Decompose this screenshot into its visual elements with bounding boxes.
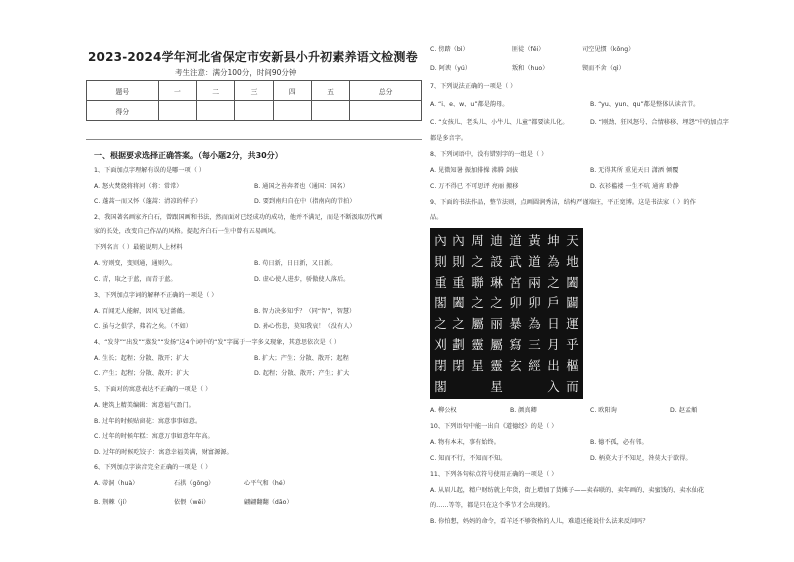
score-input-cell[interactable] xyxy=(273,101,311,121)
score-input-cell[interactable] xyxy=(311,101,349,121)
option: 的……等等，都是只在这个季节才会出现的。 xyxy=(430,502,554,509)
score-input-cell[interactable] xyxy=(235,101,273,121)
option: A. 见微知暑 振加排操 沸腾 剑拔 xyxy=(430,167,519,174)
option: A. 建筑上精美编辑：寓意福气盈门。 xyxy=(94,402,195,409)
score-cell: 总分 xyxy=(350,81,422,101)
section-divider xyxy=(86,139,422,140)
option: 石拱（gōng） xyxy=(174,480,215,487)
option: A. 穷则变，变则通，通则久。 xyxy=(94,260,177,267)
option: 叛和（huo） xyxy=(512,65,549,72)
option: 依偎（wēi） xyxy=(174,499,210,506)
calligraphy-column: 周之聯之屬靈星 xyxy=(471,233,484,373)
option: C. 欧阳询 xyxy=(590,407,617,414)
calligraphy-column: 內則重闔之劃閉 xyxy=(452,233,465,373)
score-input-cell[interactable] xyxy=(197,101,235,121)
option: B. 智力决多知乎？（同“智”，智慧） xyxy=(254,308,356,315)
option: D. 柄莫大于不知足，咎莫大于欲得。 xyxy=(590,455,692,462)
option: B. 颜真卿 xyxy=(510,407,537,414)
option: A. 蒂洞（huà） xyxy=(94,480,139,487)
section-heading: 一、根据要求选择正确答案。（每小题2分，共30分） xyxy=(94,151,283,160)
question: 4、“发芽”“出发”“蒸发”“发扬”这4个词中的“发”字属于一字多义现象，其意思依次是（ ） xyxy=(94,339,341,346)
option: C. 产生；起程；分散、散开；扩大 xyxy=(94,370,189,377)
score-table-header-row xyxy=(87,81,422,101)
calligraphy-column: 道武宮卯暴寫玄 xyxy=(509,233,522,373)
option: C. 虽与之俱学，弗若之矣。（不如） xyxy=(94,323,192,330)
question: 5、下面对的寓意表达不正确的一项是（ ） xyxy=(94,386,212,393)
option: 翩翩翻翻（dāo） xyxy=(244,499,293,506)
option: B. 苟日新，日日新，又日新。 xyxy=(254,260,337,267)
exam-note: 考生注意：满分100分，时间90分钟 xyxy=(175,68,297,77)
option: 都是多音字。 xyxy=(430,135,468,142)
option: D. 衣衫褴褛 一生不吭 通宵 聆静 xyxy=(590,183,679,190)
option: B. 你怕想，妈妈的命令，看羊还不够资格的人儿，难道还能说什么法来反问吗？ xyxy=(430,518,649,525)
question: 11、下列各句标点符号使用正确的一项是（ ） xyxy=(430,471,558,478)
option: 匪徒（fěi） xyxy=(512,46,545,53)
option: A. 怒火焚烧将将河（将：常常） xyxy=(94,183,183,190)
score-cell: 一 xyxy=(158,81,196,101)
question: 10、下列语句中能一出自《道德经》的是（ ） xyxy=(430,423,558,430)
score-table-score-row xyxy=(87,101,422,121)
question: 7、下列说法正确的一项是（ ） xyxy=(430,83,517,90)
option: C. 过年的时候年糕：寓意万事如意年年高。 xyxy=(94,433,214,440)
option: D. 要到南归自在中（指南向的节拍） xyxy=(254,198,356,205)
option: D. “刚劲、狂风怒号、合情移移、埋怨”中的加点字 xyxy=(590,119,729,126)
option: B. 扩大；产生；分散、散开；起程 xyxy=(254,355,349,362)
option: C. 傍踏（bì） xyxy=(430,46,469,53)
score-cell: 题号 xyxy=(87,81,159,101)
option: C. 知而不行，不知而不知。 xyxy=(430,455,507,462)
score-input-cell[interactable] xyxy=(350,101,422,121)
option: B. “yu、yun、qu”都是整体认读音节。 xyxy=(590,101,700,108)
option: B. 无得其所 重见天日 潇洒 倾覆 xyxy=(590,167,679,174)
score-input-cell[interactable] xyxy=(158,101,196,121)
option: C. 青，取之于蓝，而青于蓝。 xyxy=(94,276,177,283)
option: A. 柳公权 xyxy=(430,407,457,414)
score-table xyxy=(86,80,422,121)
calligraphy-column: 坤為之戶日月出入 xyxy=(547,233,560,394)
score-cell: 四 xyxy=(273,81,311,101)
option: D. 虚心使人进步，骄傲使人落后。 xyxy=(254,276,350,283)
score-cell: 五 xyxy=(311,81,349,101)
option: D. 阿谀（yú） xyxy=(430,65,472,72)
option: A. 生长；起程；分散、散开；扩大 xyxy=(94,355,189,362)
question: 家的长处，改变自己作品的风格。提起齐白石一生中曾有五易画风。 xyxy=(94,228,280,235)
option: B. 过年的时候贴窗花：寓意事事如意。 xyxy=(94,418,202,425)
question: 品。 xyxy=(430,214,443,221)
option: D. 孙心伤悲，莫知我哀！（没有人） xyxy=(254,323,356,330)
calligraphy-column: 黃道兩卯為三經 xyxy=(528,233,541,373)
option: C. “女孩儿、老头儿、小牛儿、儿童”都要读儿化。 xyxy=(430,119,569,126)
score-cell: 二 xyxy=(197,81,235,101)
option: B. 荆棘（jí） xyxy=(94,499,131,506)
question: 1、下面加点字理解有误的是哪一项（ ） xyxy=(94,167,206,174)
score-cell: 三 xyxy=(235,81,273,101)
question: 下列名言（ ）最能说明人上材料 xyxy=(94,244,183,251)
page-title: 2023-2024学年河北省保定市安新县小升初素养语文检测卷 xyxy=(88,50,418,64)
option: B. 德不孤，必有邻。 xyxy=(590,439,648,446)
option: A. 百闻无人能解，因风飞过蔷薇。 xyxy=(94,308,189,315)
calligraphy-image xyxy=(430,228,583,399)
question: 9、下面的书法作品，整节法则，点画圆润秀洁，结构严谨端庄，平正宽博。这是书法家（ ）的作 xyxy=(430,199,696,206)
option: 锲而不舍（qì） xyxy=(582,65,625,72)
option: A. 物有本末，事有始终。 xyxy=(430,439,500,446)
option: D. 起程；分散、散开；产生；扩大 xyxy=(254,370,350,377)
calligraphy-column: 迪設琳之丽屬靈星 xyxy=(490,233,503,394)
option: 心平气和（hé） xyxy=(244,480,289,487)
option: A. 从眉儿起，精户财纺就上年货，街上增加了货摊子——卖春联的、卖年画的、卖蜜饯的、卖水仙花 xyxy=(430,487,705,494)
question: 8、下列词语中，没有错别字的一组是（ ） xyxy=(430,151,548,158)
option: C. 万不得已 不可思评 亮丽 搬移 xyxy=(430,183,519,190)
option: D. 赵孟頫 xyxy=(670,407,698,414)
question: 3、下列加点字词的解释不正确的一项是（ ） xyxy=(94,292,218,299)
option: D. 过年的时候吃饺子：寓意幸福美满，财富源源。 xyxy=(94,449,233,456)
score-cell: 得分 xyxy=(87,101,159,121)
option: C. 蓬蒿一而又怀（蓬蒿：清凉的样子） xyxy=(94,198,202,205)
option: 司空见惯（kōng） xyxy=(582,46,635,53)
calligraphy-column: 內則重閣之刈閉閣 xyxy=(434,233,447,394)
question: 2、我国著名画家齐白石，曾跟国画和书法，然而面对已经成功的成功，他并不满足，而是不断汲取历代画 xyxy=(94,214,383,221)
question: 6、下列加点字读音完全正确的一项是（ ） xyxy=(94,464,212,471)
option: A. “i、e、w、u”都是韵母。 xyxy=(430,101,509,108)
option: B. 通国之善奔者也（通国：国名） xyxy=(254,183,349,190)
calligraphy-column: 天地闔闢運乎樞而 xyxy=(566,233,579,394)
